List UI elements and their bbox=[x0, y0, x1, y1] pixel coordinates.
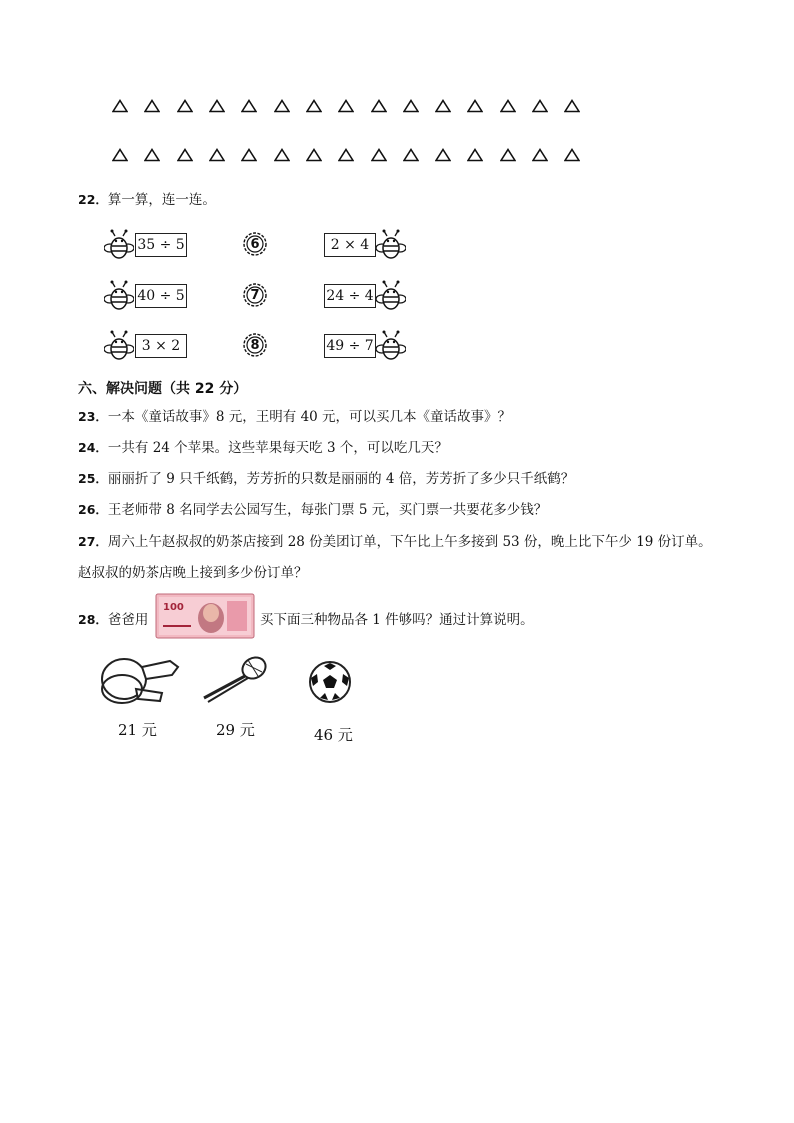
question-text: 丽丽折了 9 只千纸鹤，芳芳折的只数是丽丽的 4 倍，芳芳折了多少只千纸鹤？ bbox=[107, 471, 575, 487]
question-27 bbox=[78, 530, 712, 550]
triangle-icon bbox=[556, 99, 588, 113]
triangle-icon bbox=[201, 148, 233, 162]
triangle-icon bbox=[136, 99, 168, 113]
bee-icon bbox=[376, 280, 406, 312]
question-text: 王老师带 8 名同学去公园写生，每张门票 5 元，买门票一共要花多少钱？ bbox=[107, 502, 548, 518]
triangle-icon bbox=[459, 99, 491, 113]
price-label: 46 元 bbox=[314, 726, 353, 744]
question-28 bbox=[78, 608, 148, 628]
bee-icon bbox=[104, 229, 134, 261]
triangle-icon bbox=[492, 148, 524, 162]
triangle-icon bbox=[233, 99, 265, 113]
flower-number: 8 bbox=[250, 337, 260, 353]
triangle-icon bbox=[265, 99, 297, 113]
question-text: 算一算，连一连。 bbox=[107, 192, 216, 208]
triangle-icon bbox=[298, 148, 330, 162]
expression-card[interactable]: 24 ÷ 4 bbox=[324, 284, 376, 308]
triangle-icon bbox=[362, 99, 394, 113]
question-number: 27． bbox=[78, 534, 108, 549]
triangle-icon bbox=[298, 99, 330, 113]
ping-pong-paddles-icon bbox=[100, 653, 186, 713]
question-number: 25． bbox=[78, 471, 108, 486]
triangle-icon bbox=[427, 99, 459, 113]
question-text-after: 买下面三种物品各 1 件够吗？通过计算说明。 bbox=[260, 612, 534, 628]
triangle-icon bbox=[265, 148, 297, 162]
triangle-icon bbox=[362, 148, 394, 162]
triangle-icon bbox=[233, 148, 265, 162]
triangle-icon bbox=[104, 99, 136, 113]
triangle-icon bbox=[395, 148, 427, 162]
flower-answer[interactable] bbox=[243, 232, 267, 256]
soccer-ball-icon bbox=[308, 660, 352, 708]
triangle-icon bbox=[395, 99, 427, 113]
question-24 bbox=[78, 436, 448, 456]
question-25 bbox=[78, 467, 574, 487]
question-28-continued bbox=[260, 608, 534, 628]
bee-icon bbox=[376, 229, 406, 261]
flower-answer[interactable] bbox=[243, 283, 267, 307]
question-text-before: 爸爸用 bbox=[107, 612, 149, 628]
question-text: 赵叔叔的奶茶店晚上接到多少份订单？ bbox=[78, 565, 308, 581]
question-text: 一本《童话故事》8 元，王明有 40 元，可以买几本《童话故事》？ bbox=[107, 409, 512, 425]
banknote-label: 100 bbox=[163, 602, 184, 613]
flower-answer[interactable] bbox=[243, 333, 267, 357]
bee-icon bbox=[376, 330, 406, 362]
question-number: 24． bbox=[78, 440, 108, 455]
triangle-icon bbox=[136, 148, 168, 162]
question-number: 28． bbox=[78, 612, 108, 627]
bee-icon bbox=[104, 280, 134, 312]
question-number: 22． bbox=[78, 192, 108, 207]
expression-card[interactable]: 35 ÷ 5 bbox=[135, 233, 187, 257]
badminton-racket-icon bbox=[200, 656, 270, 708]
price-label: 21 元 bbox=[118, 721, 157, 739]
question-27-continued bbox=[78, 561, 308, 581]
triangle-icon bbox=[201, 99, 233, 113]
question-number: 26． bbox=[78, 502, 108, 517]
price-label: 29 元 bbox=[216, 721, 255, 739]
triangle-icon bbox=[169, 148, 201, 162]
triangle-row-1 bbox=[104, 99, 588, 113]
expression-card[interactable]: 3 × 2 bbox=[135, 334, 187, 358]
question-22 bbox=[78, 188, 216, 208]
question-26 bbox=[78, 498, 547, 518]
expression-card[interactable]: 2 × 4 bbox=[324, 233, 376, 257]
flower-number: 7 bbox=[250, 287, 260, 303]
triangle-icon bbox=[104, 148, 136, 162]
question-text: 一共有 24 个苹果。这些苹果每天吃 3 个，可以吃几天？ bbox=[107, 440, 448, 456]
banknote-100-image bbox=[155, 593, 255, 639]
triangle-icon bbox=[330, 99, 362, 113]
expression-card[interactable]: 40 ÷ 5 bbox=[135, 284, 187, 308]
flower-number: 6 bbox=[250, 236, 260, 252]
triangle-icon bbox=[459, 148, 491, 162]
question-text: 周六上午赵叔叔的奶茶店接到 28 份美团订单，下午比上午多接到 53 份，晚上比下午少 19 份订单。 bbox=[107, 534, 712, 550]
expression-card[interactable]: 49 ÷ 7 bbox=[324, 334, 376, 358]
question-23 bbox=[78, 405, 511, 425]
triangle-icon bbox=[524, 148, 556, 162]
triangle-row-2 bbox=[104, 148, 588, 162]
question-number: 23． bbox=[78, 409, 108, 424]
triangle-icon bbox=[169, 99, 201, 113]
bee-icon bbox=[104, 330, 134, 362]
triangle-icon bbox=[330, 148, 362, 162]
triangle-icon bbox=[492, 99, 524, 113]
triangle-icon bbox=[427, 148, 459, 162]
triangle-icon bbox=[556, 148, 588, 162]
section-title: 六、解决问题（共 22 分） bbox=[78, 381, 248, 397]
triangle-icon bbox=[524, 99, 556, 113]
